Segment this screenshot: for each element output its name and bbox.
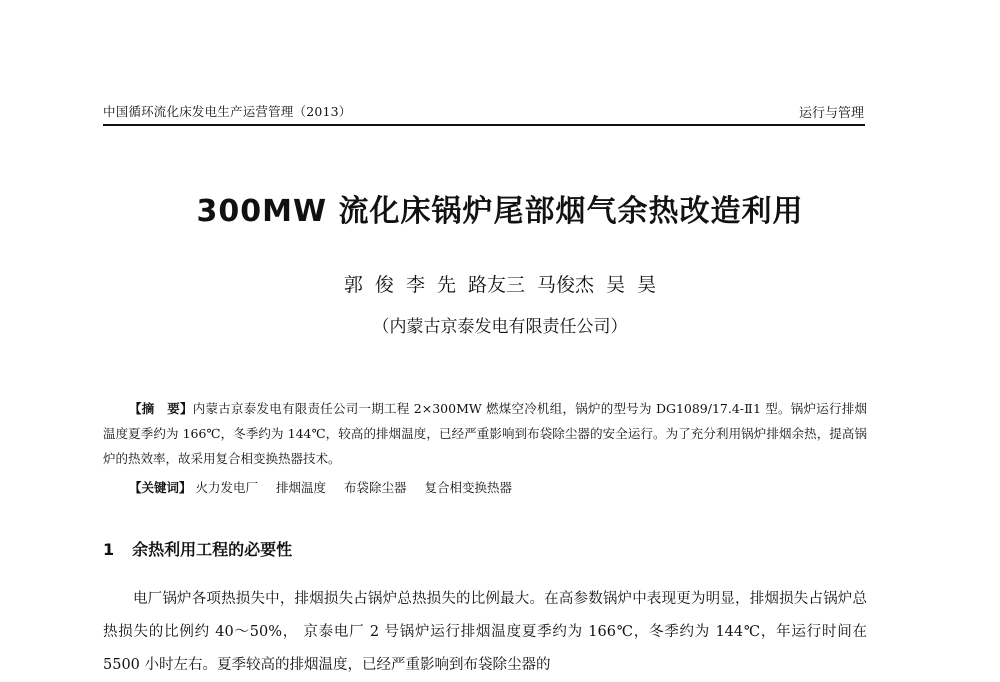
keywords-label: 【关键词】: [129, 480, 192, 495]
section-number: 1: [103, 540, 115, 559]
keyword: 火力发电厂: [195, 480, 259, 495]
abstract-text: 内蒙古京泰发电有限责任公司一期工程 2×300MW 燃煤空冷机组，锅炉的型号为 DG1089/17.4-Ⅱ1 型。锅炉运行排烟温度夏季约为 166℃，冬季约为 144℃，较高的排烟温度，已经严重影响到布袋除尘器的安全运行。为了充分利用锅炉排烟余热，提高锅炉的热效率，故采用复合相变换热器技术。: [103, 401, 867, 466]
body-paragraph: 电厂锅炉各项热损失中，排烟损失占锅炉总热损失的比例最大。在高参数锅炉中表现更为明显，排烟损失占锅炉总热损失的比例约 40～50%， 京泰电厂 2 号锅炉运行排烟温度夏季约为 166℃，冬季约为 144℃，年运行时间在 5500 小时左右。夏季较高的排烟温度，已经严重影响到布袋除尘器的: [103, 591, 867, 673]
paper-title: 300MW 流化床锅炉尾部烟气余热改造利用: [196, 194, 804, 229]
section-title: 余热利用工程的必要性: [132, 540, 293, 559]
author-affiliation: （内蒙古京泰发电有限责任公司）: [372, 317, 628, 337]
keywords: [129, 478, 526, 496]
running-header-section: 运行与管理: [798, 106, 864, 121]
keyword: 排烟温度: [276, 480, 327, 495]
author-list: 郭 俊 李 先 路友三 马俊杰 吴 昊: [343, 274, 657, 296]
header-rule: [103, 124, 865, 126]
abstract: [103, 396, 867, 471]
keyword: 复合相变换热器: [424, 480, 513, 495]
section-heading: [103, 537, 292, 560]
keyword: 布袋除尘器: [344, 480, 407, 495]
running-header-journal: 中国循环流化床发电生产运营管理（2013）: [103, 104, 352, 119]
abstract-label: 【摘 要】: [129, 401, 193, 416]
